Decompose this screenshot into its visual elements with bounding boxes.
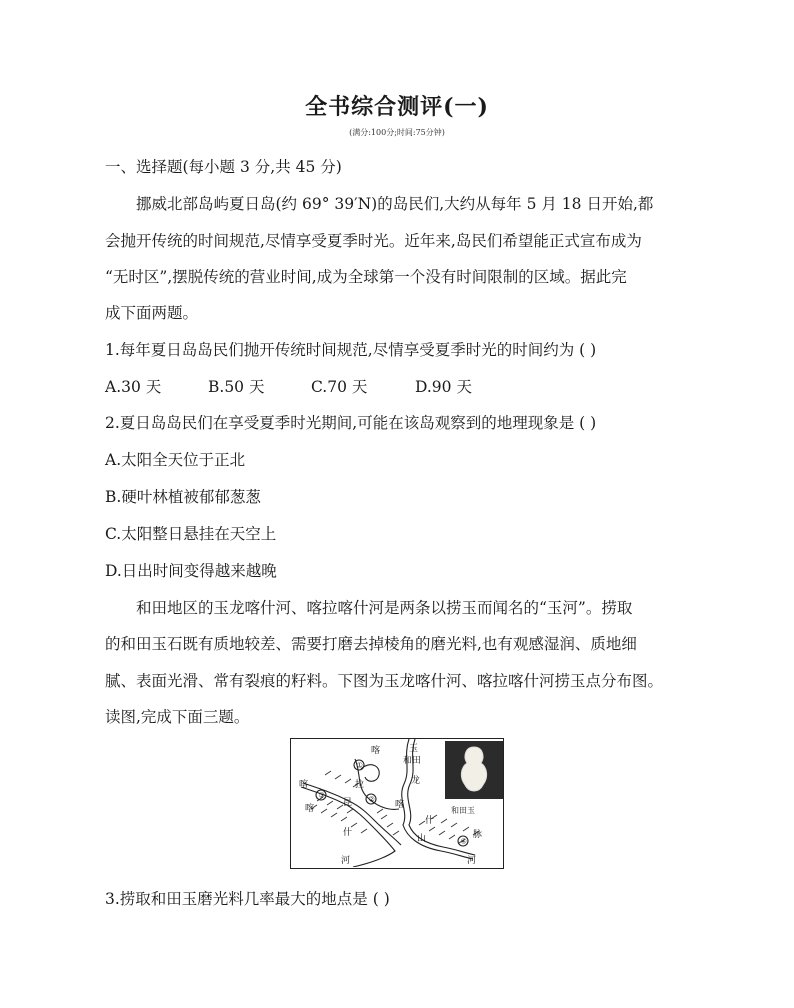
passage-line: 腻、表面光滑、常有裂痕的籽料。下图为玉龙喀什河、喀拉喀什河捞玉点分布图。 (105, 672, 664, 690)
passage-line: 读图,完成下面三题。 (105, 708, 250, 726)
map-label: 喀 (299, 780, 309, 790)
question-stem: 2.夏日岛岛民们在享受夏季时光期间,可能在该岛观察到的地理现象是 ( ) (105, 414, 597, 432)
map-label: 玉 (409, 744, 419, 754)
section-heading: 一、选择题(每小题 3 分,共 45 分) (105, 158, 342, 176)
passage-line: 和田地区的玉龙喀什河、喀拉喀什河是两条以捞玉而闻名的“玉河”。捞取 (136, 599, 633, 617)
option-c[interactable]: C.太阳整日悬挂在天空上 (105, 525, 277, 543)
passage-line: 挪威北部岛屿夏日岛(约 69° 39′N)的岛民们,大约从每年 5 月 18 日开始,都 (136, 195, 654, 213)
option-d[interactable]: D.日出时间变得越来越晚 (105, 562, 277, 580)
passage-line: “无时区”,摆脱传统的营业时间,成为全球第一个没有时间限制的区域。据此完 (105, 268, 627, 286)
passage-line: 成下面两题。 (105, 304, 199, 322)
map-label: 什 (425, 816, 435, 826)
passage-line: 的和田玉石既有质地较差、需要打磨去掉棱角的磨光料,也有观感湿润、质地细 (105, 635, 637, 653)
map-label: 拉 (355, 780, 365, 790)
photo-caption: 和田玉 (451, 806, 475, 815)
map-label: 脉 (473, 830, 483, 840)
option-a[interactable]: A.30 天 (105, 378, 162, 396)
jade-stone-icon (445, 741, 503, 799)
hetian-jade-photo (445, 741, 503, 799)
page-subtitle: (满分:100分;时间:75分钟) (349, 128, 445, 137)
question-stem: 3.捞取和田玉磨光料几率最大的地点是 ( ) (105, 890, 390, 908)
question-stem: 1.每年夏日岛岛民们抛开传统时间规范,尽情享受夏季时光的时间约为 ( ) (105, 341, 597, 359)
map-label: 和田 (403, 756, 422, 766)
option-d[interactable]: D.90 天 (415, 378, 472, 396)
map-label: 喀 (305, 804, 315, 814)
map-label: 河 (467, 856, 477, 866)
map-label: 什 (343, 828, 353, 838)
point-1-label: ① (356, 761, 363, 770)
point-2-label: ② (368, 795, 375, 804)
option-b[interactable]: B.50 天 (208, 378, 265, 396)
point-3-label: ③ (318, 791, 325, 800)
map-label: 喀 (371, 746, 381, 756)
option-row (105, 377, 525, 397)
map-label: 河 (341, 856, 351, 866)
passage-line: 会抛开传统的时间规范,尽情享受夏季时光。近年来,岛民们希望能正式宣布成为 (105, 232, 642, 250)
map-label: 昆 (343, 798, 353, 808)
page-title: 全书综合测评(一) (305, 94, 489, 120)
point-4-label: ④ (460, 837, 467, 846)
option-c[interactable]: C.70 天 (311, 378, 368, 396)
option-a[interactable]: A.太阳全天位于正北 (105, 451, 246, 469)
map-label: 山 (417, 834, 427, 844)
map-label: 喀 (395, 800, 405, 810)
map-label: 龙 (411, 776, 421, 786)
option-b[interactable]: B.硬叶林植被郁郁葱葱 (105, 488, 261, 506)
jade-river-map (290, 738, 504, 869)
